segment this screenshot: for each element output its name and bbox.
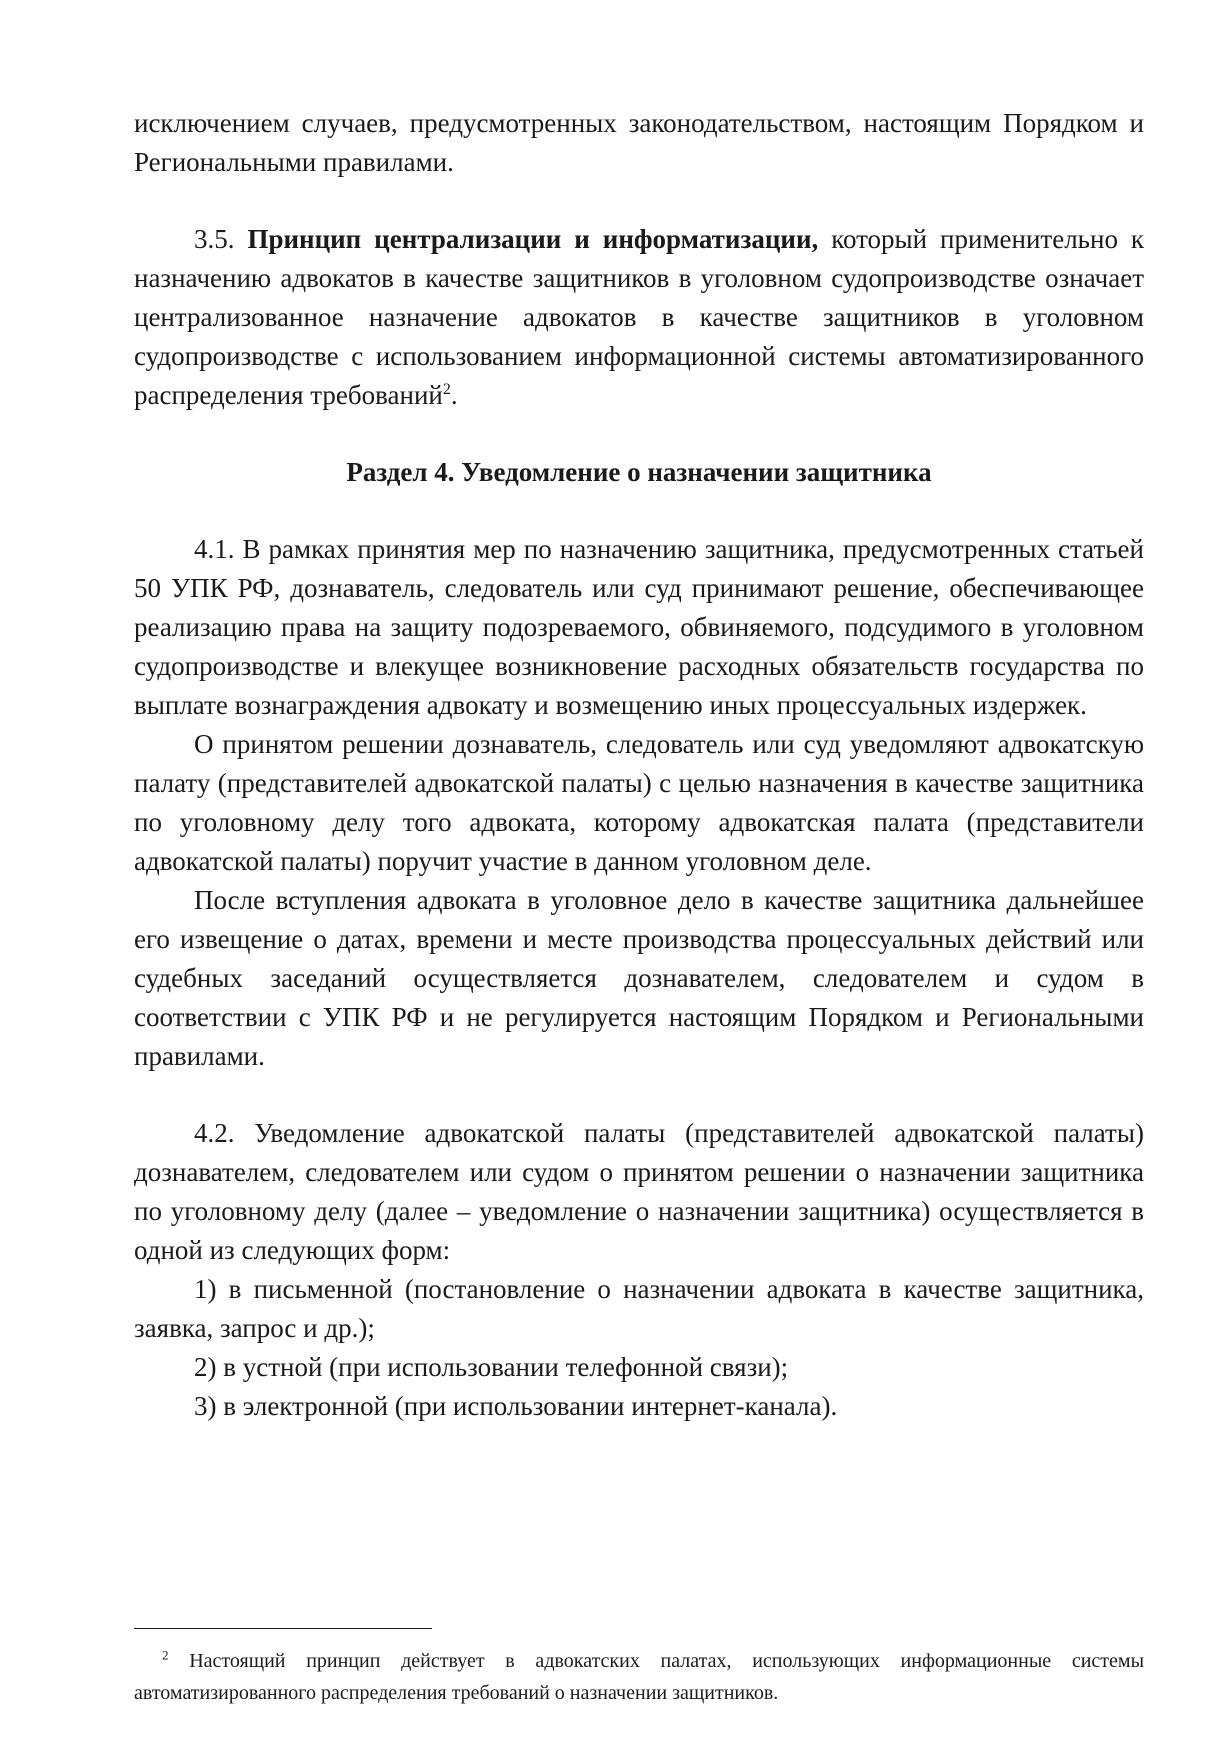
document-page: [134, 104, 1144, 1426]
sentence-end: .: [450, 380, 458, 410]
footnote: [134, 1645, 1144, 1709]
principle-title: Принцип централизации и информатизации,: [247, 224, 819, 254]
footnote-text: Настоящий принцип действует в адвокатских палатах, использующих информационные системы автоматизированного распределения требований о назначении защитников.: [134, 1650, 1144, 1704]
list-item: 1) в письменной (постановление о назначении адвоката в качестве защитника, заявка, запрос и др.);: [134, 1274, 1144, 1343]
paragraph-4-1-notification: О принятом решении дознаватель, следователь или суд уведомляют адвокатскую палату (представителей адвокатской палаты) с целью назначения в качестве защитника по уголовному делу того адвоката, которому адвокатская палата (представители адвокатской палаты) поручит участие в данном уголовном деле.: [134, 729, 1144, 876]
principle-text: который применительно к назначению адвокатов в качестве защитников в уголовном судопроизводстве означает централизованное назначение адвокатов в качестве защитников в уголовном судопроизводстве с использованием информационной системы автоматизированного распределения требований: [134, 224, 1144, 410]
paragraph-continuation: исключением случаев, предусмотренных законодательством, настоящим Порядком и Региональными правилами.: [134, 108, 1144, 177]
paragraph-4-2: 4.2. Уведомление адвокатской палаты (представителей адвокатской палаты) дознавателем, следователем или судом о принятом решении о назначении защитника по уголовному делу (далее – уведомление о назначении защитника) осуществляется в одной из следующих форм:: [134, 1118, 1144, 1265]
footnote-divider: [134, 1628, 432, 1629]
footnote-reference[interactable]: 2: [442, 381, 451, 398]
section-heading: Раздел 4. Уведомление о назначении защитника: [346, 457, 932, 487]
clause-number: 3.5.: [194, 224, 235, 254]
list-item: 2) в устной (при использовании телефонной связи);: [194, 1352, 789, 1382]
list-item: 3) в электронной (при использовании интернет-канала).: [194, 1391, 838, 1421]
paragraph-3-5: [134, 220, 1144, 415]
paragraph-4-1-after-entry: После вступления адвоката в уголовное дело в качестве защитника дальнейшее его извещение о датах, времени и месте производства процессуальных действий или судебных заседаний осуществляется дознавателем, следователем и судом в соответствии с УПК РФ и не регулируется настоящим Порядком и Региональными правилами.: [134, 885, 1144, 1071]
footnote-number: 2: [162, 1647, 169, 1663]
paragraph-4-1: 4.1. В рамках принятия мер по назначению защитника, предусмотренных статьей 50 УПК РФ, дознаватель, следователь или суд принимают решение, обеспечивающее реализацию права на защиту подозреваемого, обвиняемого, подсудимого в уголовном судопроизводстве и влекущее возникновение расходных обязательств государства по выплате вознаграждения адвокату и возмещению иных процессуальных издержек.: [134, 534, 1144, 720]
